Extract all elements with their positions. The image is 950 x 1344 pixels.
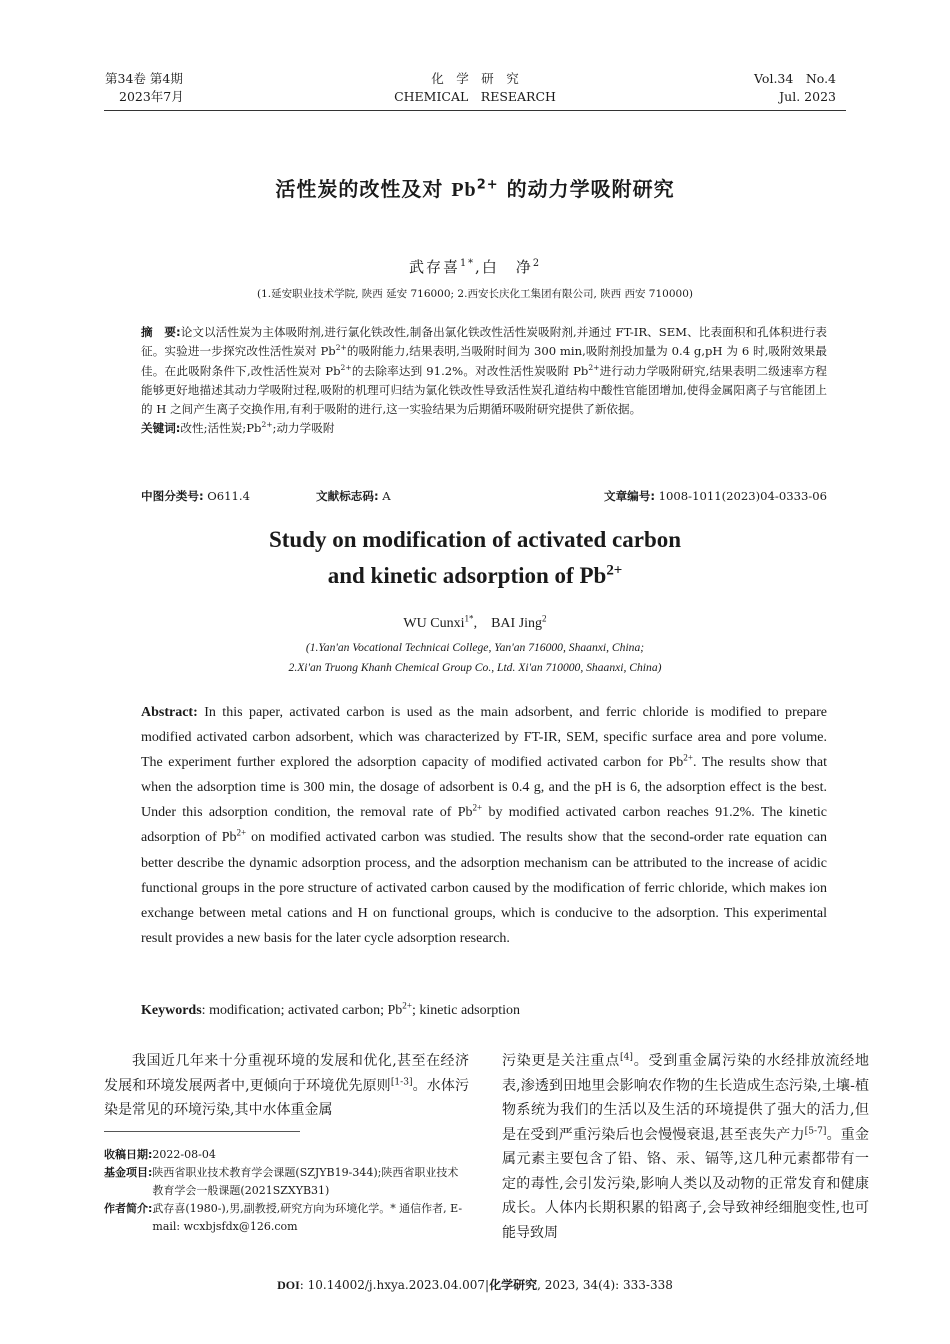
abstract-en-part1: In this paper, activated carbon is used as the main adsorbent, and ferric chloride is modified to prepare modified activated carbon adsorbent, which was characterized by FT-IR, SEM, specific surface area and pore volume. The experiment further explored the adsorption capacity of modified activated carbon for Pb (141, 705, 827, 771)
affiliation-en-line2: 2.Xi'an Truong Khanh Chemical Group Co., Ltd. Xi'an 710000, Shaanxi, China) (288, 661, 662, 674)
keywords-cn-label: 关键词: (141, 421, 181, 436)
title-cn-pb: Pb (451, 179, 477, 201)
author2-cn-mark: 2 (532, 258, 542, 269)
footnote-author (104, 1200, 469, 1236)
abstract-en-charge-3: 2+ (236, 827, 247, 838)
date-en: Jul. 2023 (779, 89, 836, 104)
journal-name-en: CHEMICAL RESEARCH (394, 89, 556, 104)
abstract-cn-part3: 的去除率达到 91.2%。对改性活性炭吸附 Pb (351, 363, 589, 378)
article-no-value: 1008-1011(2023)04-0333-06 (658, 489, 827, 503)
body-paragraph (502, 1049, 869, 1245)
keywords-en-colon: : (201, 1003, 210, 1018)
abstract-en-charge-2: 2+ (472, 802, 483, 813)
abstract-cn-part1: 论文以活性炭为主体吸附剂,进行氯化铁改性,制备出氯化铁改性活性炭吸附剂,并通过 FT-IR、SEM、比表面积和孔体积进行表征。实验进一步探究改性活性炭对 Pb (141, 325, 827, 359)
affiliation-en-line1: (1.Yan'an Vocational Technicai College, Yan'an 716000, Shaanxi, China; (305, 641, 645, 654)
journal-name-cn: 化 学 研 究 (431, 71, 519, 86)
affiliations-en (0, 638, 950, 678)
volume-issue-cn: 第34卷 第4期 (105, 71, 183, 86)
header-divider (104, 110, 846, 111)
doi-footer (0, 1276, 950, 1293)
footnote-divider (104, 1131, 300, 1132)
body-right-text2: 。受到重金属污染的水经排放流经地表,渗透到田地里会影响农作物的生长造成生态污染,土壤-植物系统为我们的生活以及生活的环境提供了强大的活力,但是在受到严重污染后也会慢慢衰退,甚至丧失产力 (502, 1053, 870, 1143)
abstract-cn-charge-3: 2+ (588, 362, 600, 372)
author1-en-mark: 1* (464, 613, 474, 624)
authors-en (0, 612, 950, 632)
abstract-cn-charge-2: 2+ (340, 362, 352, 372)
abstract-cn-part4: 进行动力学吸附研究,结果表明二级速率方程能够更好地描述其动力学吸附过程,吸附的机理可归结为氯化铁改性导致活性炭孔道结构中酸性官能团增加,使得金属阳离子与官能团上的 H 之间产生离子交换作用,有利于吸附的进行,这一实验结果为后期循环吸附研究提供了新依据。 (141, 363, 827, 417)
author1-cn: 武存喜 (408, 258, 460, 276)
author2-cn: 白 净 (481, 258, 533, 276)
received-label: 收稿日期: (104, 1148, 153, 1161)
author2-en-mark: 2 (542, 613, 547, 624)
authors-cn (0, 256, 950, 277)
article-no-label: 文章编号: (603, 489, 655, 503)
doc-code-field (316, 487, 391, 506)
article-no-field (604, 487, 827, 506)
classification-line (141, 487, 827, 506)
body-column-right (502, 1049, 869, 1245)
clc-value: O611.4 (207, 489, 250, 503)
doi-separator: | (485, 1278, 490, 1292)
abstract-en-charge-1: 2+ (683, 752, 693, 763)
body-left-text1: 我国近几年来十分重视环境的发展和优化,甚至在经济发展和环境发展两者中,更倾向于环境优先原则 (104, 1053, 469, 1094)
fund-value: 陕西省职业技术教育学会课题(SZJYB19-344);陕西省职业技术教育学会一般课题(2021SZXYB31) (152, 1166, 459, 1197)
title-cn-before: 活性炭的改性及对 (275, 177, 452, 201)
abstract-cn-label: 摘 要: (141, 325, 181, 339)
keywords-en-label: Keywords (141, 1003, 202, 1018)
keywords-cn-charge: 2+ (261, 420, 273, 430)
title-cn-after: 的动力学吸附研究 (498, 177, 675, 201)
abstract-cn-charge-1: 2+ (335, 343, 347, 353)
keywords-en-charge: 2+ (402, 1000, 412, 1011)
authors-cn-separator: , (475, 258, 482, 276)
doi-label: DOI (277, 1278, 300, 1292)
doc-code-label: 文献标志码: (316, 489, 379, 503)
clc-label: 中图分类号: (141, 489, 204, 503)
volume-issue-en: Vol.34 No.4 (754, 71, 836, 86)
page-title-en (0, 522, 950, 594)
body-right-text3: 。重金属元素主要包含了铅、铬、汞、镉等,这几种元素都带有一定的毒性,会引发污染,影响人类以及动物的正常发育和健康成长。人体内长期积累的铅离子,会导致神经细胞变性,也可能导致周 (502, 1126, 869, 1241)
abstract-cn (141, 323, 827, 439)
author2-en: BAI Jing (491, 616, 543, 631)
citation-ref[interactable]: [1-3] (390, 1076, 413, 1087)
title-en-charge: 2+ (606, 562, 623, 579)
fund-label: 基金项目: (104, 1166, 153, 1179)
date-cn: 2023年7月 (119, 89, 184, 104)
title-en-line2-wrap (0, 558, 950, 594)
affiliations-cn: (1.延安职业技术学院, 陕西 延安 716000; 2.西安长庆化工集团有限公司, 陕西 西安 710000) (257, 288, 693, 300)
abstract-en-label: Abstract: (141, 705, 198, 720)
author-bio-label: 作者简介: (104, 1202, 153, 1215)
body-left-text2: 。水体污染是常见的环境污染,其中水体重金属 (104, 1077, 470, 1118)
keywords-en-after: ; kinetic adsorption (411, 1003, 521, 1018)
header-right (754, 70, 836, 106)
abstract-cn-part2: 的吸附能力,结果表明,当吸附时间为 300 min,吸附剂投加量为 0.4 g,pH 为 6 时,吸附效果最佳。在此吸附条件下,改性活性炭对 Pb (141, 344, 827, 378)
keywords-en-before: modification; activated carbon; Pb (209, 1003, 403, 1018)
abstract-en-part3: by modified activated carbon reaches 91.2%. The kinetic adsorption of Pb (141, 805, 827, 846)
author1-en: WU Cunxi (403, 616, 465, 631)
footnotes (104, 1146, 469, 1236)
citation-journal: 化学研究 (489, 1278, 538, 1292)
citation-ref[interactable]: [4] (620, 1052, 633, 1063)
abstract-en-part4: on modified activated carbon was studied. The results show that the second-order rate equation can better describe the dynamic adsorption process, and the adsorption mechanism can be attributed to the increase of acidic functional groups in the pore structure of activated carbon caused by the modification of ferric chloride, which makes ion exchange between metal cations and H on functional groups, which is conducive to the adsorption. This experimental result provides a new basis for the later cycle adsorption research. (141, 830, 827, 946)
body-paragraph (104, 1049, 469, 1123)
footnote-received (104, 1146, 469, 1164)
citation-ref[interactable]: [5-7] (804, 1125, 827, 1136)
doi-value[interactable]: : 10.14002/j.hxya.2023.04.007 (299, 1278, 486, 1292)
title-cn-charge: 2+ (476, 177, 499, 193)
author1-cn-mark: 1* (459, 258, 476, 269)
received-value: 2022-08-04 (152, 1148, 216, 1161)
author-bio-value: 武存喜(1980-),男,副教授,研究方向为环境化学。* 通信作者, E-mail: wcxbjsfdx@126.com (152, 1202, 463, 1233)
keywords-cn-after: ;动力学吸附 (272, 421, 335, 436)
authors-en-separator: , (473, 616, 492, 631)
footnote-fund (104, 1164, 469, 1200)
abstract-en (141, 700, 827, 951)
page-title-cn (0, 173, 950, 202)
keywords-cn-before: 改性;活性炭;Pb (180, 421, 262, 436)
body-right-text1: 污染更是关注重点 (502, 1053, 621, 1069)
title-en-line2: and kinetic adsorption of Pb (327, 563, 607, 588)
title-en-line1: Study on modification of activated carbon (268, 527, 682, 552)
doc-code-value: A (382, 489, 391, 503)
body-column-left (104, 1049, 469, 1123)
clc-field (141, 489, 250, 503)
keywords-en (141, 1000, 827, 1022)
citation-rest: , 2023, 34(4): 333-338 (537, 1278, 673, 1292)
abstract-en-part2: . The results show that when the adsorption time is 300 min, the dosage of adsorbent is 0.4 g, and the pH is 6, the adsorption effect is the best. Under this adsorption condition, the removal rate of Pb (141, 755, 827, 821)
